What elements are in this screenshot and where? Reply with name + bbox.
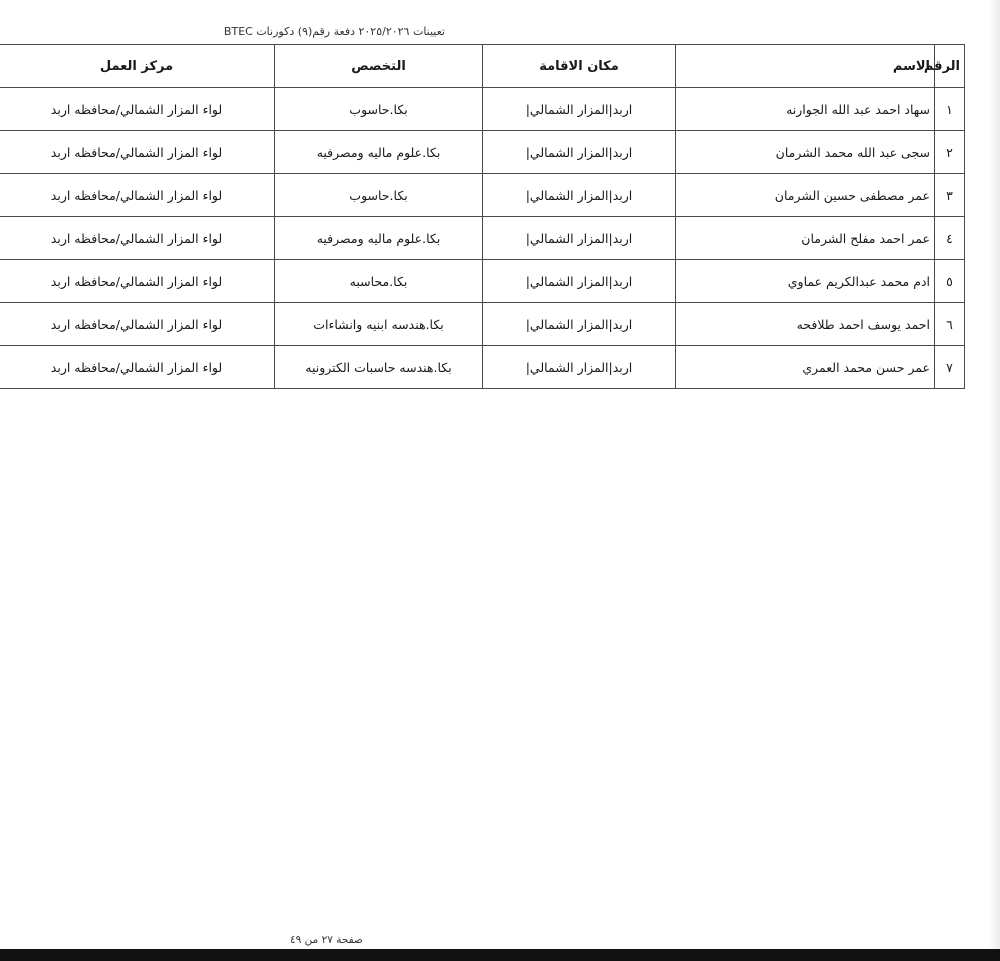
- cell-specialization: بكا.محاسبه: [275, 260, 483, 303]
- cell-residence: اربد|المزار الشمالي|: [483, 303, 676, 346]
- cell-specialization: بكا.هندسه حاسبات الكترونيه: [275, 346, 483, 389]
- cell-name: سهاد احمد عبد الله الجوارنه: [676, 88, 935, 131]
- table-row: [0, 174, 965, 217]
- cell-workplace: لواء المزار الشمالي/محافظه اربد: [0, 88, 275, 131]
- appointments-table-container: [0, 44, 964, 389]
- cell-specialization: بكا.حاسوب: [275, 174, 483, 217]
- appointments-table: [0, 44, 965, 389]
- cell-specialization: بكا.هندسه ابنيه وانشاءات: [275, 303, 483, 346]
- table-body: [0, 88, 965, 389]
- cell-workplace: لواء المزار الشمالي/محافظه اربد: [0, 174, 275, 217]
- cell-number: ٧: [935, 346, 965, 389]
- cell-workplace: لواء المزار الشمالي/محافظه اربد: [0, 260, 275, 303]
- table-row: [0, 346, 965, 389]
- header-specialization: التخصص: [275, 45, 483, 88]
- table-row: [0, 131, 965, 174]
- cell-residence: اربد|المزار الشمالي|: [483, 88, 676, 131]
- cell-number: ٥: [935, 260, 965, 303]
- page-number: صفحة ٢٧ من ٤٩: [290, 934, 363, 946]
- cell-number: ٢: [935, 131, 965, 174]
- header-number: الرقم: [935, 45, 965, 88]
- cell-specialization: بكا.علوم ماليه ومصرفيه: [275, 217, 483, 260]
- header-name: الاسم: [676, 45, 935, 88]
- scan-shadow-right: [988, 0, 1000, 961]
- cell-name: عمر احمد مفلح الشرمان: [676, 217, 935, 260]
- cell-residence: اربد|المزار الشمالي|: [483, 260, 676, 303]
- cell-workplace: لواء المزار الشمالي/محافظه اربد: [0, 346, 275, 389]
- cell-workplace: لواء المزار الشمالي/محافظه اربد: [0, 217, 275, 260]
- document-title: تعيينات ٢٠٢٥/٢٠٢٦ دفعة رقم(٩) دكورنات BTEC: [223, 25, 445, 38]
- cell-workplace: لواء المزار الشمالي/محافظه اربد: [0, 303, 275, 346]
- table-row: [0, 88, 965, 131]
- cell-name: ادم محمد عبدالكريم عماوي: [676, 260, 935, 303]
- header-workplace: مركز العمل: [0, 45, 275, 88]
- table-row: [0, 260, 965, 303]
- cell-number: ١: [935, 88, 965, 131]
- cell-number: ٤: [935, 217, 965, 260]
- cell-residence: اربد|المزار الشمالي|: [483, 131, 676, 174]
- cell-workplace: لواء المزار الشمالي/محافظه اربد: [0, 131, 275, 174]
- cell-number: ٦: [935, 303, 965, 346]
- table-row: [0, 303, 965, 346]
- cell-name: سجى عبد الله محمد الشرمان: [676, 131, 935, 174]
- table-row: [0, 217, 965, 260]
- cell-residence: اربد|المزار الشمالي|: [483, 217, 676, 260]
- table-header: [0, 45, 965, 88]
- cell-specialization: بكا.حاسوب: [275, 88, 483, 131]
- cell-residence: اربد|المزار الشمالي|: [483, 346, 676, 389]
- cell-name: احمد يوسف احمد طلافحه: [676, 303, 935, 346]
- cell-residence: اربد|المزار الشمالي|: [483, 174, 676, 217]
- cell-number: ٣: [935, 174, 965, 217]
- cell-specialization: بكا.علوم ماليه ومصرفيه: [275, 131, 483, 174]
- scan-border-bottom: [0, 949, 1000, 961]
- header-row: [0, 45, 965, 88]
- cell-name: عمر حسن محمد العمري: [676, 346, 935, 389]
- header-residence: مكان الاقامة: [483, 45, 676, 88]
- cell-name: عمر مصطفى حسين الشرمان: [676, 174, 935, 217]
